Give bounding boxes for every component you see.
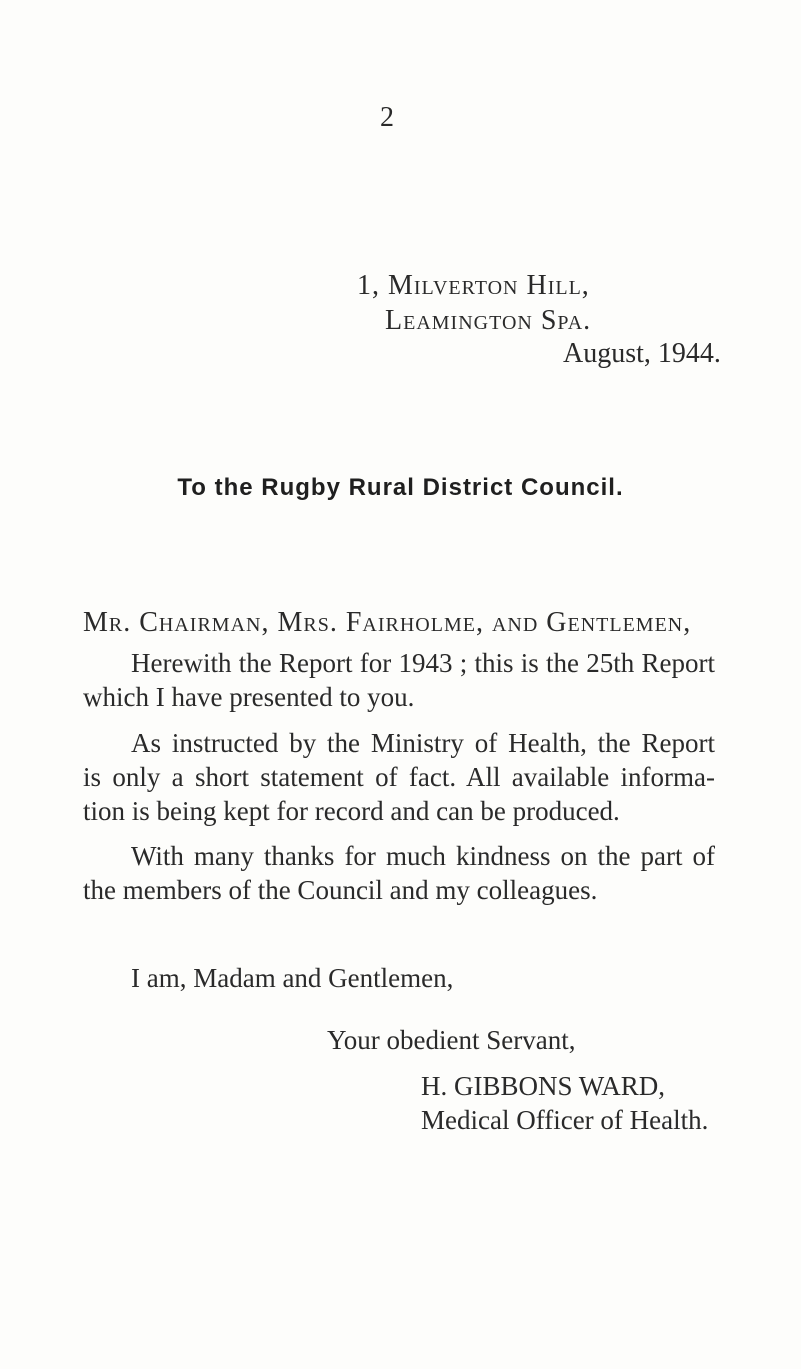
paragraph-2 bbox=[83, 726, 715, 828]
paragraph-line: As instructed by the Ministry of Health, the Report bbox=[131, 728, 715, 758]
signer-name: H. GIBBONS WARD, bbox=[421, 1071, 666, 1101]
letter-heading: To the Rugby Rural District Council. bbox=[177, 474, 624, 501]
address-line-1: 1, Milverton Hill, bbox=[357, 270, 590, 301]
paragraph-line: which I have presented to you. bbox=[83, 682, 415, 712]
paragraph-line: With many thanks for much kindness on the part of bbox=[131, 841, 715, 871]
page-number: 2 bbox=[380, 102, 394, 133]
paragraph-line: the members of the Council and my colleagues. bbox=[83, 875, 598, 905]
paragraph-line: is only a short statement of fact. All available informa- bbox=[83, 762, 715, 792]
signer-title: Medical Officer of Health. bbox=[421, 1105, 709, 1135]
address-line-2: Leamington Spa. bbox=[385, 305, 592, 336]
paragraph-3 bbox=[83, 839, 715, 907]
paragraph-1 bbox=[83, 646, 715, 714]
paragraph-line: Herewith the Report for 1943 ; this is the 25th Report bbox=[131, 648, 715, 678]
salutation: Mr. Chairman, Mrs. Fairholme, and Gentlemen, bbox=[83, 607, 692, 638]
signoff-line: Your obedient Servant, bbox=[327, 1025, 576, 1055]
letter-date: August, 1944. bbox=[563, 338, 721, 369]
closing-line: I am, Madam and Gentlemen, bbox=[131, 963, 454, 993]
paragraph-line: tion is being kept for record and can be produced. bbox=[83, 796, 620, 826]
